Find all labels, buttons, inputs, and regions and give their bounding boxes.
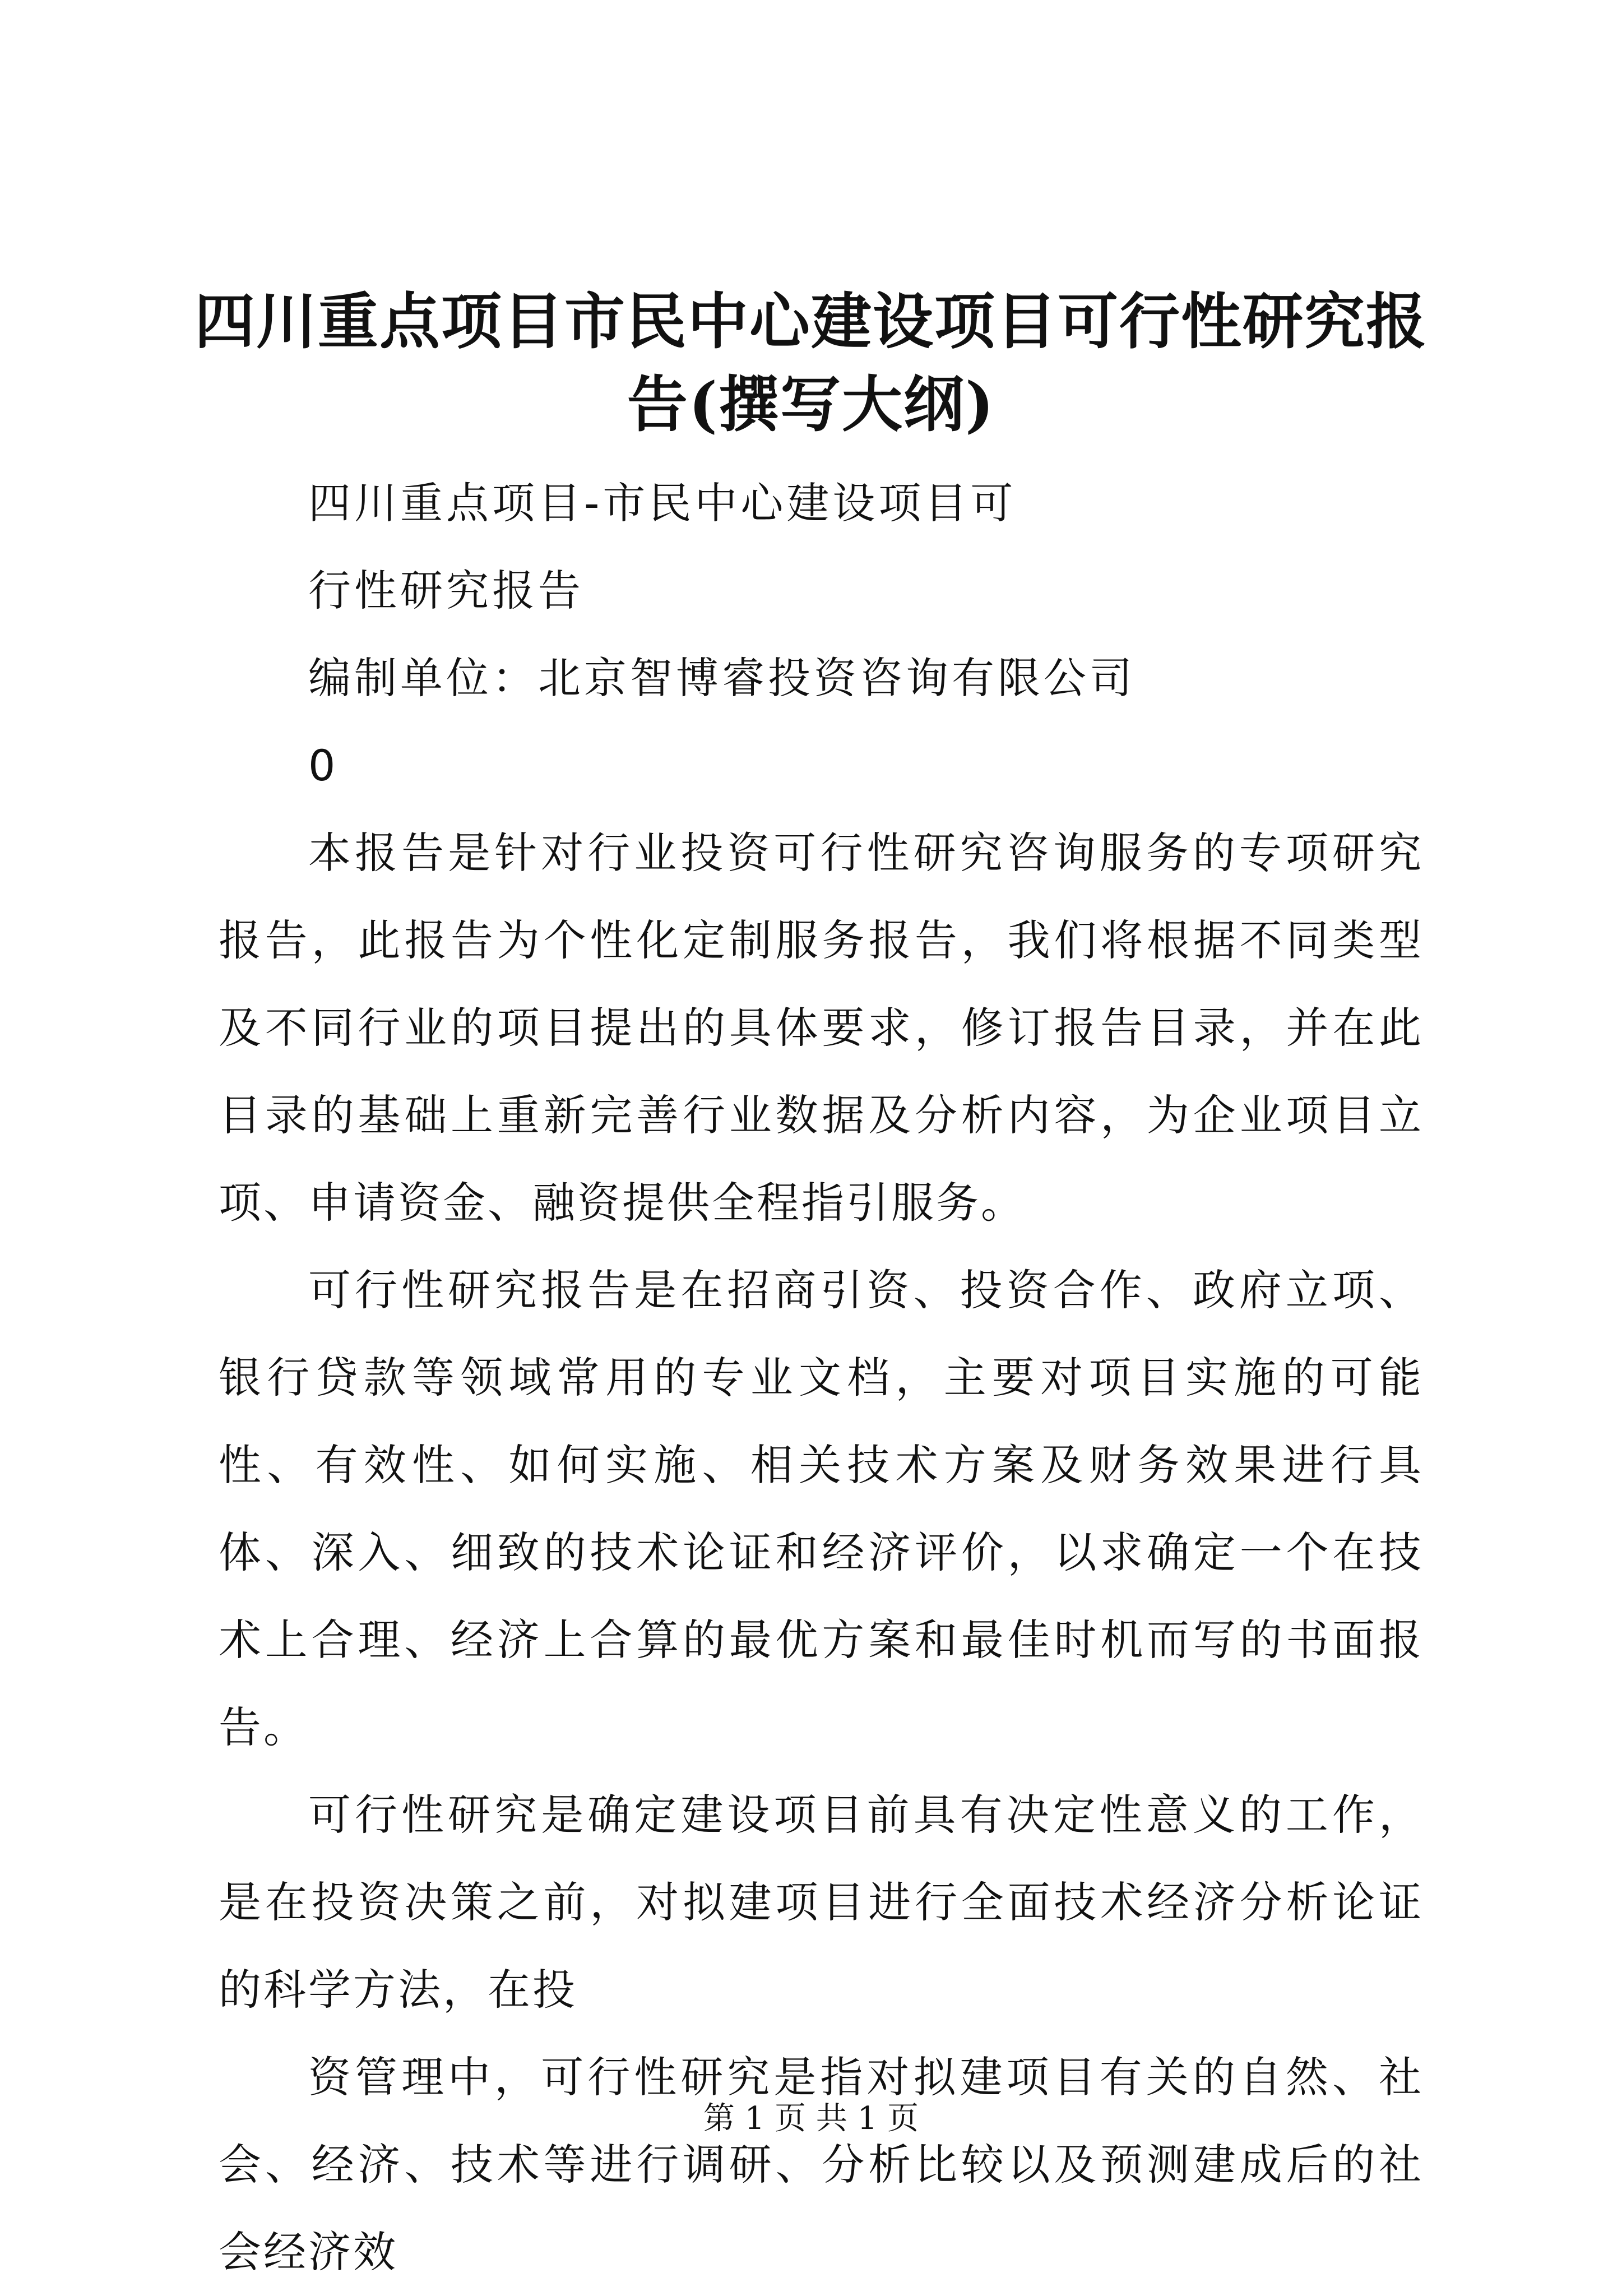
paragraph-4: 资管理中，可行性研究是指对拟建项目有关的自然、社会、经济、技术等进行调研、分析比较以及预测建成后的社会经济效: [219, 2052, 1424, 2277]
subtitle-line-2: 行性研究报告: [308, 566, 584, 615]
subtitle-line-1: 四川重点项目-市民中心建设项目可: [308, 478, 1017, 528]
number-line: 0: [308, 740, 339, 790]
paragraph-1: 本报告是针对行业投资可行性研究咨询服务的专项研究报告，此报告为个性化定制服务报告，我们将根据不同类型及不同行业的项目提出的具体要求，修订报告目录，并在此目录的基础上重新完善行业数据及分析内容，为企业项目立项、申请资金、融资提供全程指引服务。: [219, 828, 1424, 1228]
document-title: 四川重点项目市民中心建设项目可行性研究报告(撰写大纲): [194, 286, 1428, 440]
page-footer: 第 1 页 共 1 页: [703, 2100, 919, 2137]
compiler-line: 编制单位：北京智博睿投资咨询有限公司: [308, 653, 1136, 703]
document-body: [219, 460, 1424, 2296]
paragraph-2: 可行性研究报告是在招商引资、投资合作、政府立项、银行贷款等领域常用的专业文档，主要对项目实施的可能性、有效性、如何实施、相关技术方案及财务效果进行具体、深入、细致的技术论证和经济评价，以求确定一个在技术上合理、经济上合算的最优方案和最佳时机而写的书面报告。: [219, 1265, 1424, 1752]
paragraph-3: 可行性研究是确定建设项目前具有决定性意义的工作，是在投资决策之前，对拟建项目进行全面技术经济分析论证的科学方法，在投: [219, 1790, 1424, 2015]
